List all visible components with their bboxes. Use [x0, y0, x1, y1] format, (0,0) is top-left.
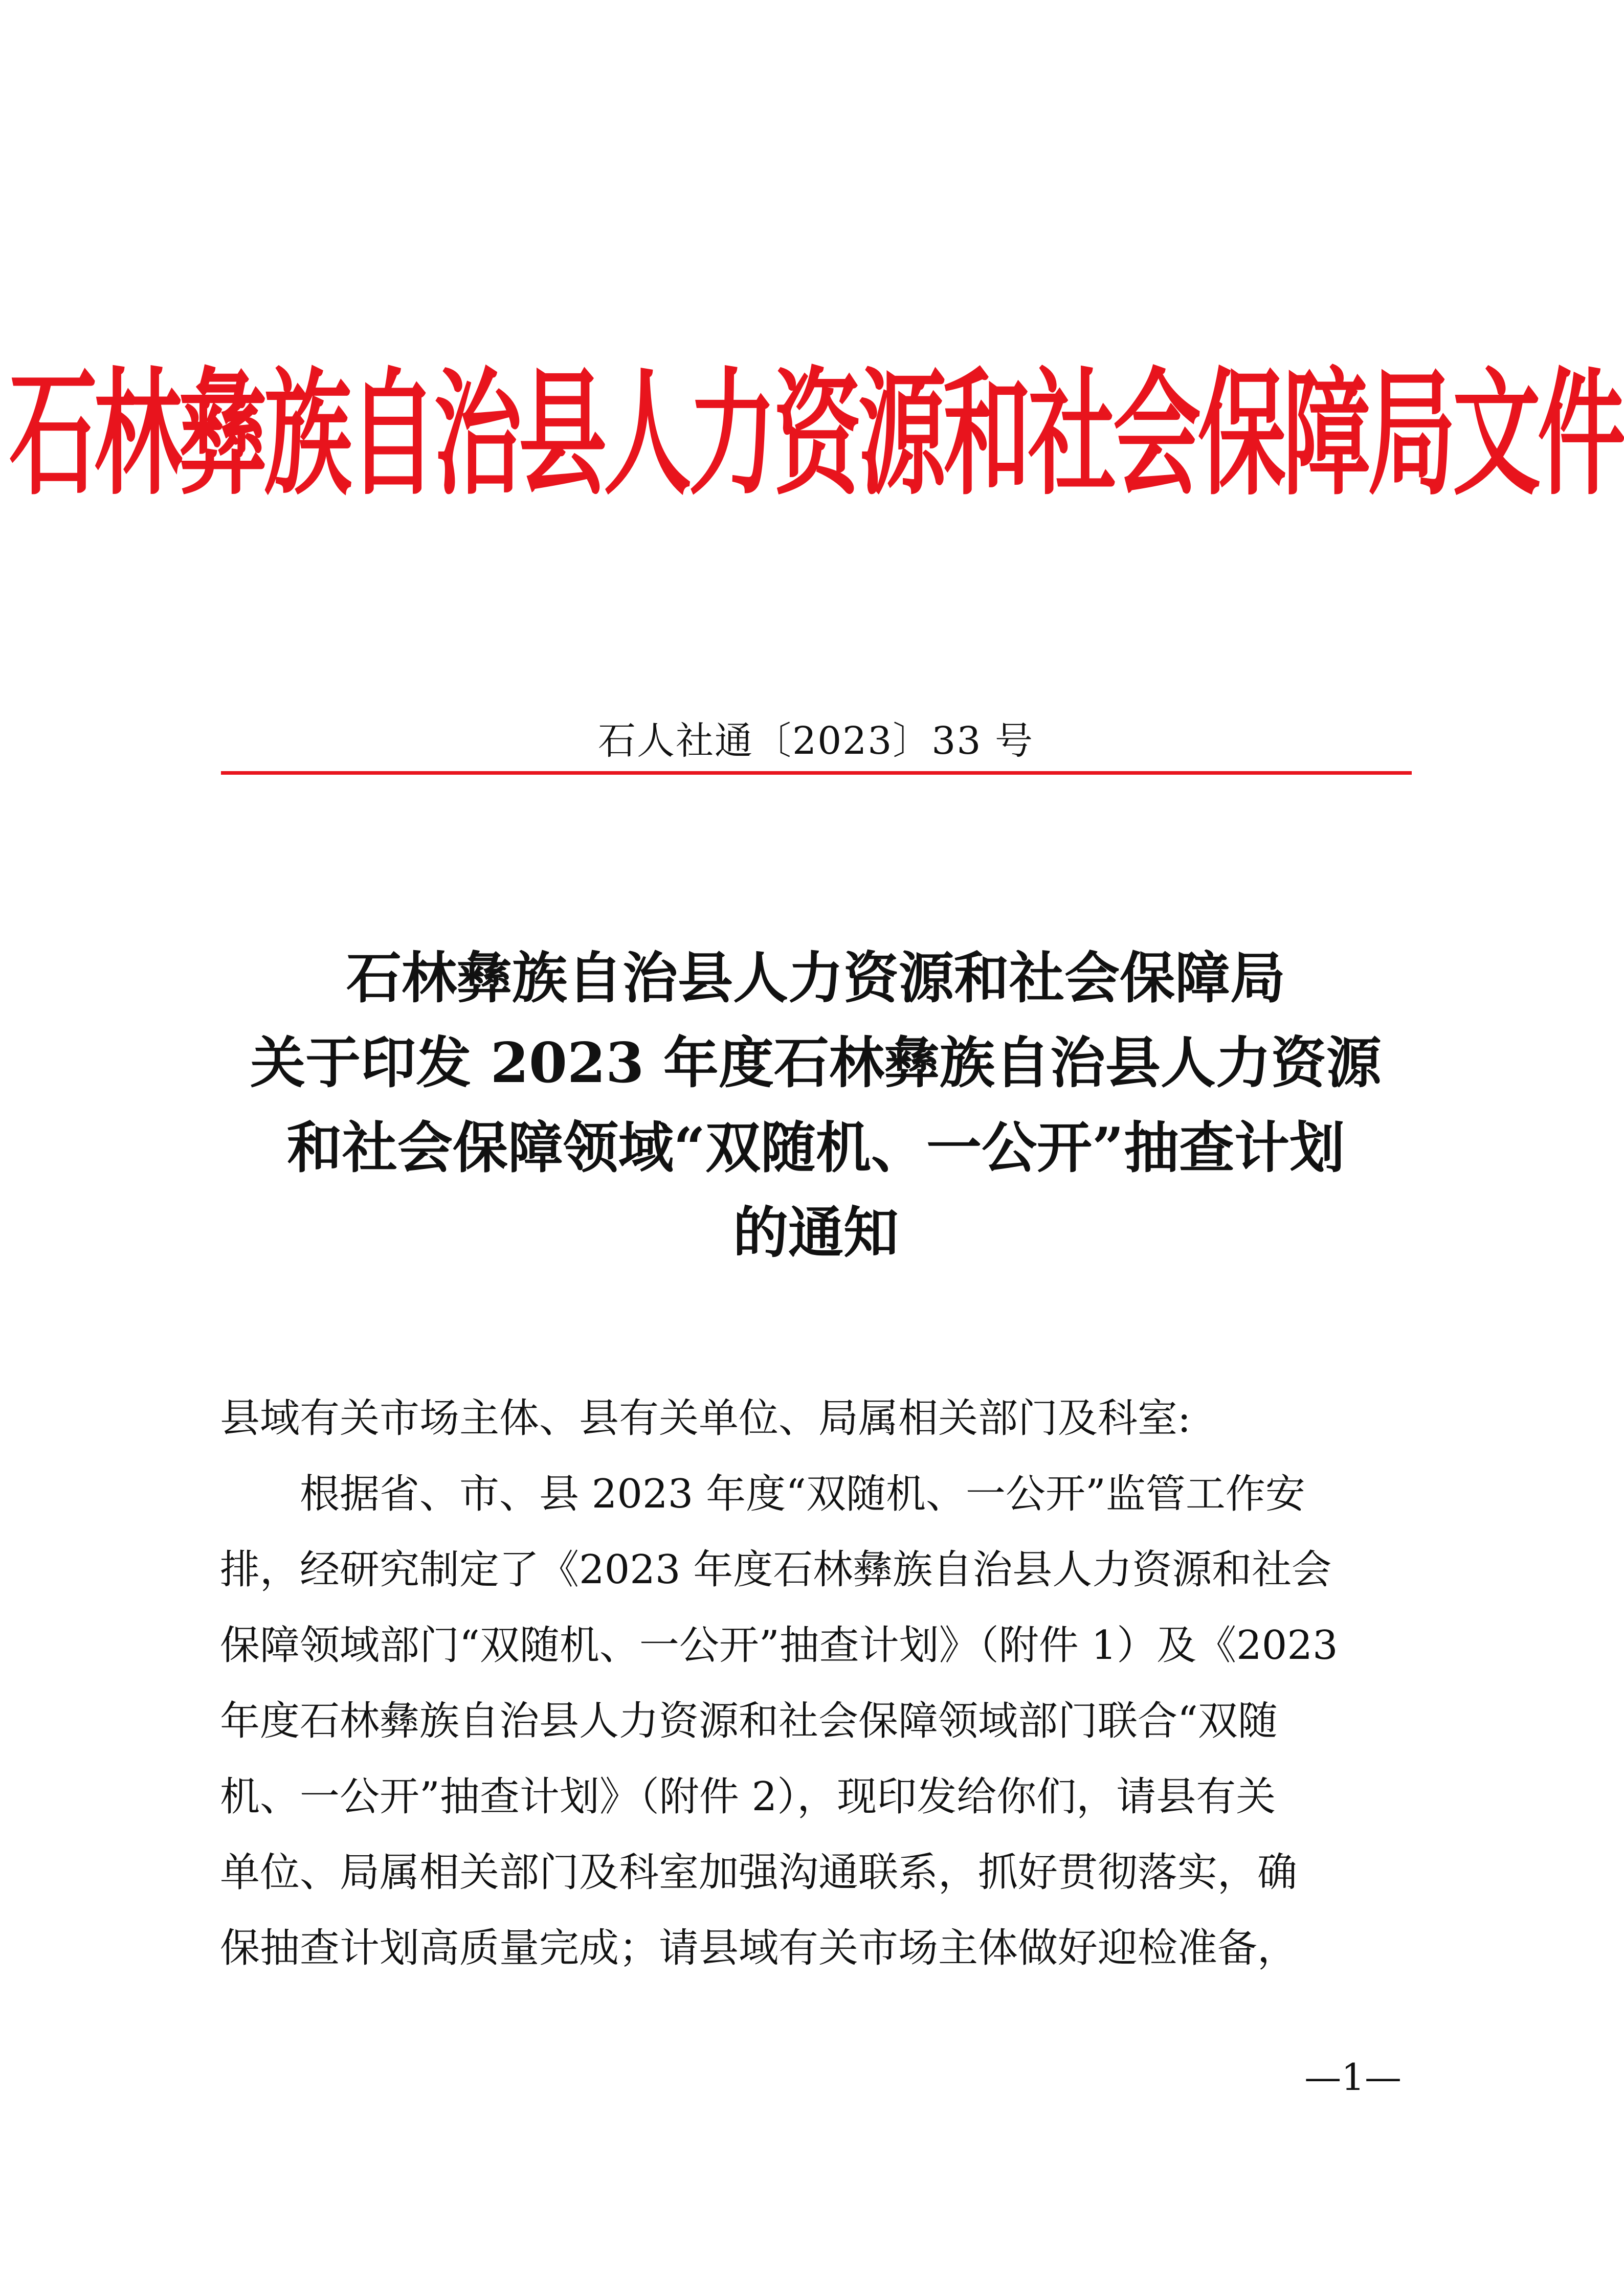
notice-title	[194, 936, 1437, 1275]
body-paragraph	[220, 1456, 1412, 1986]
body-line: 单位、局属相关部门及科室加强沟通联系，抓好贯彻落实，确	[220, 1850, 1298, 1896]
title-line: 和社会保障领域“双随机、一公开”抽查计划	[286, 1116, 1345, 1180]
title-line: 关于印发 2023 年度石林彝族自治县人力资源	[250, 1031, 1382, 1095]
document-number: 石人社通〔2023〕33 号	[597, 719, 1034, 763]
body-line: 保抽查计划高质量完成；请县域有关市场主体做好迎检准备，	[220, 1925, 1298, 1971]
body-line: 机、一公开”抽查计划》（附件 2），现印发给你们，请县有关	[220, 1774, 1276, 1820]
body-line: 根据省、市、县 2023 年度“双随机、一公开”监管工作安	[220, 1471, 1305, 1517]
title-line: 石林彝族自治县人力资源和社会保障局	[346, 946, 1285, 1010]
letterhead-title: 石林彝族自治县人力资源和社会保障局文件	[9, 354, 1622, 514]
body-line: 保障领域部门“双随机、一公开”抽查计划》（附件 1）及《2023	[220, 1623, 1338, 1669]
recipients-line: 县域有关市场主体、县有关单位、局属相关部门及科室:	[220, 1395, 1191, 1442]
body-line: 年度石林彝族自治县人力资源和社会保障领域部门联合“双随	[220, 1698, 1278, 1744]
body-line: 排，经研究制定了《2023 年度石林彝族自治县人力资源和社会	[220, 1547, 1332, 1593]
red-divider-line	[221, 771, 1412, 775]
page-number: —1—	[1304, 2056, 1401, 2099]
title-line: 的通知	[732, 1201, 899, 1265]
